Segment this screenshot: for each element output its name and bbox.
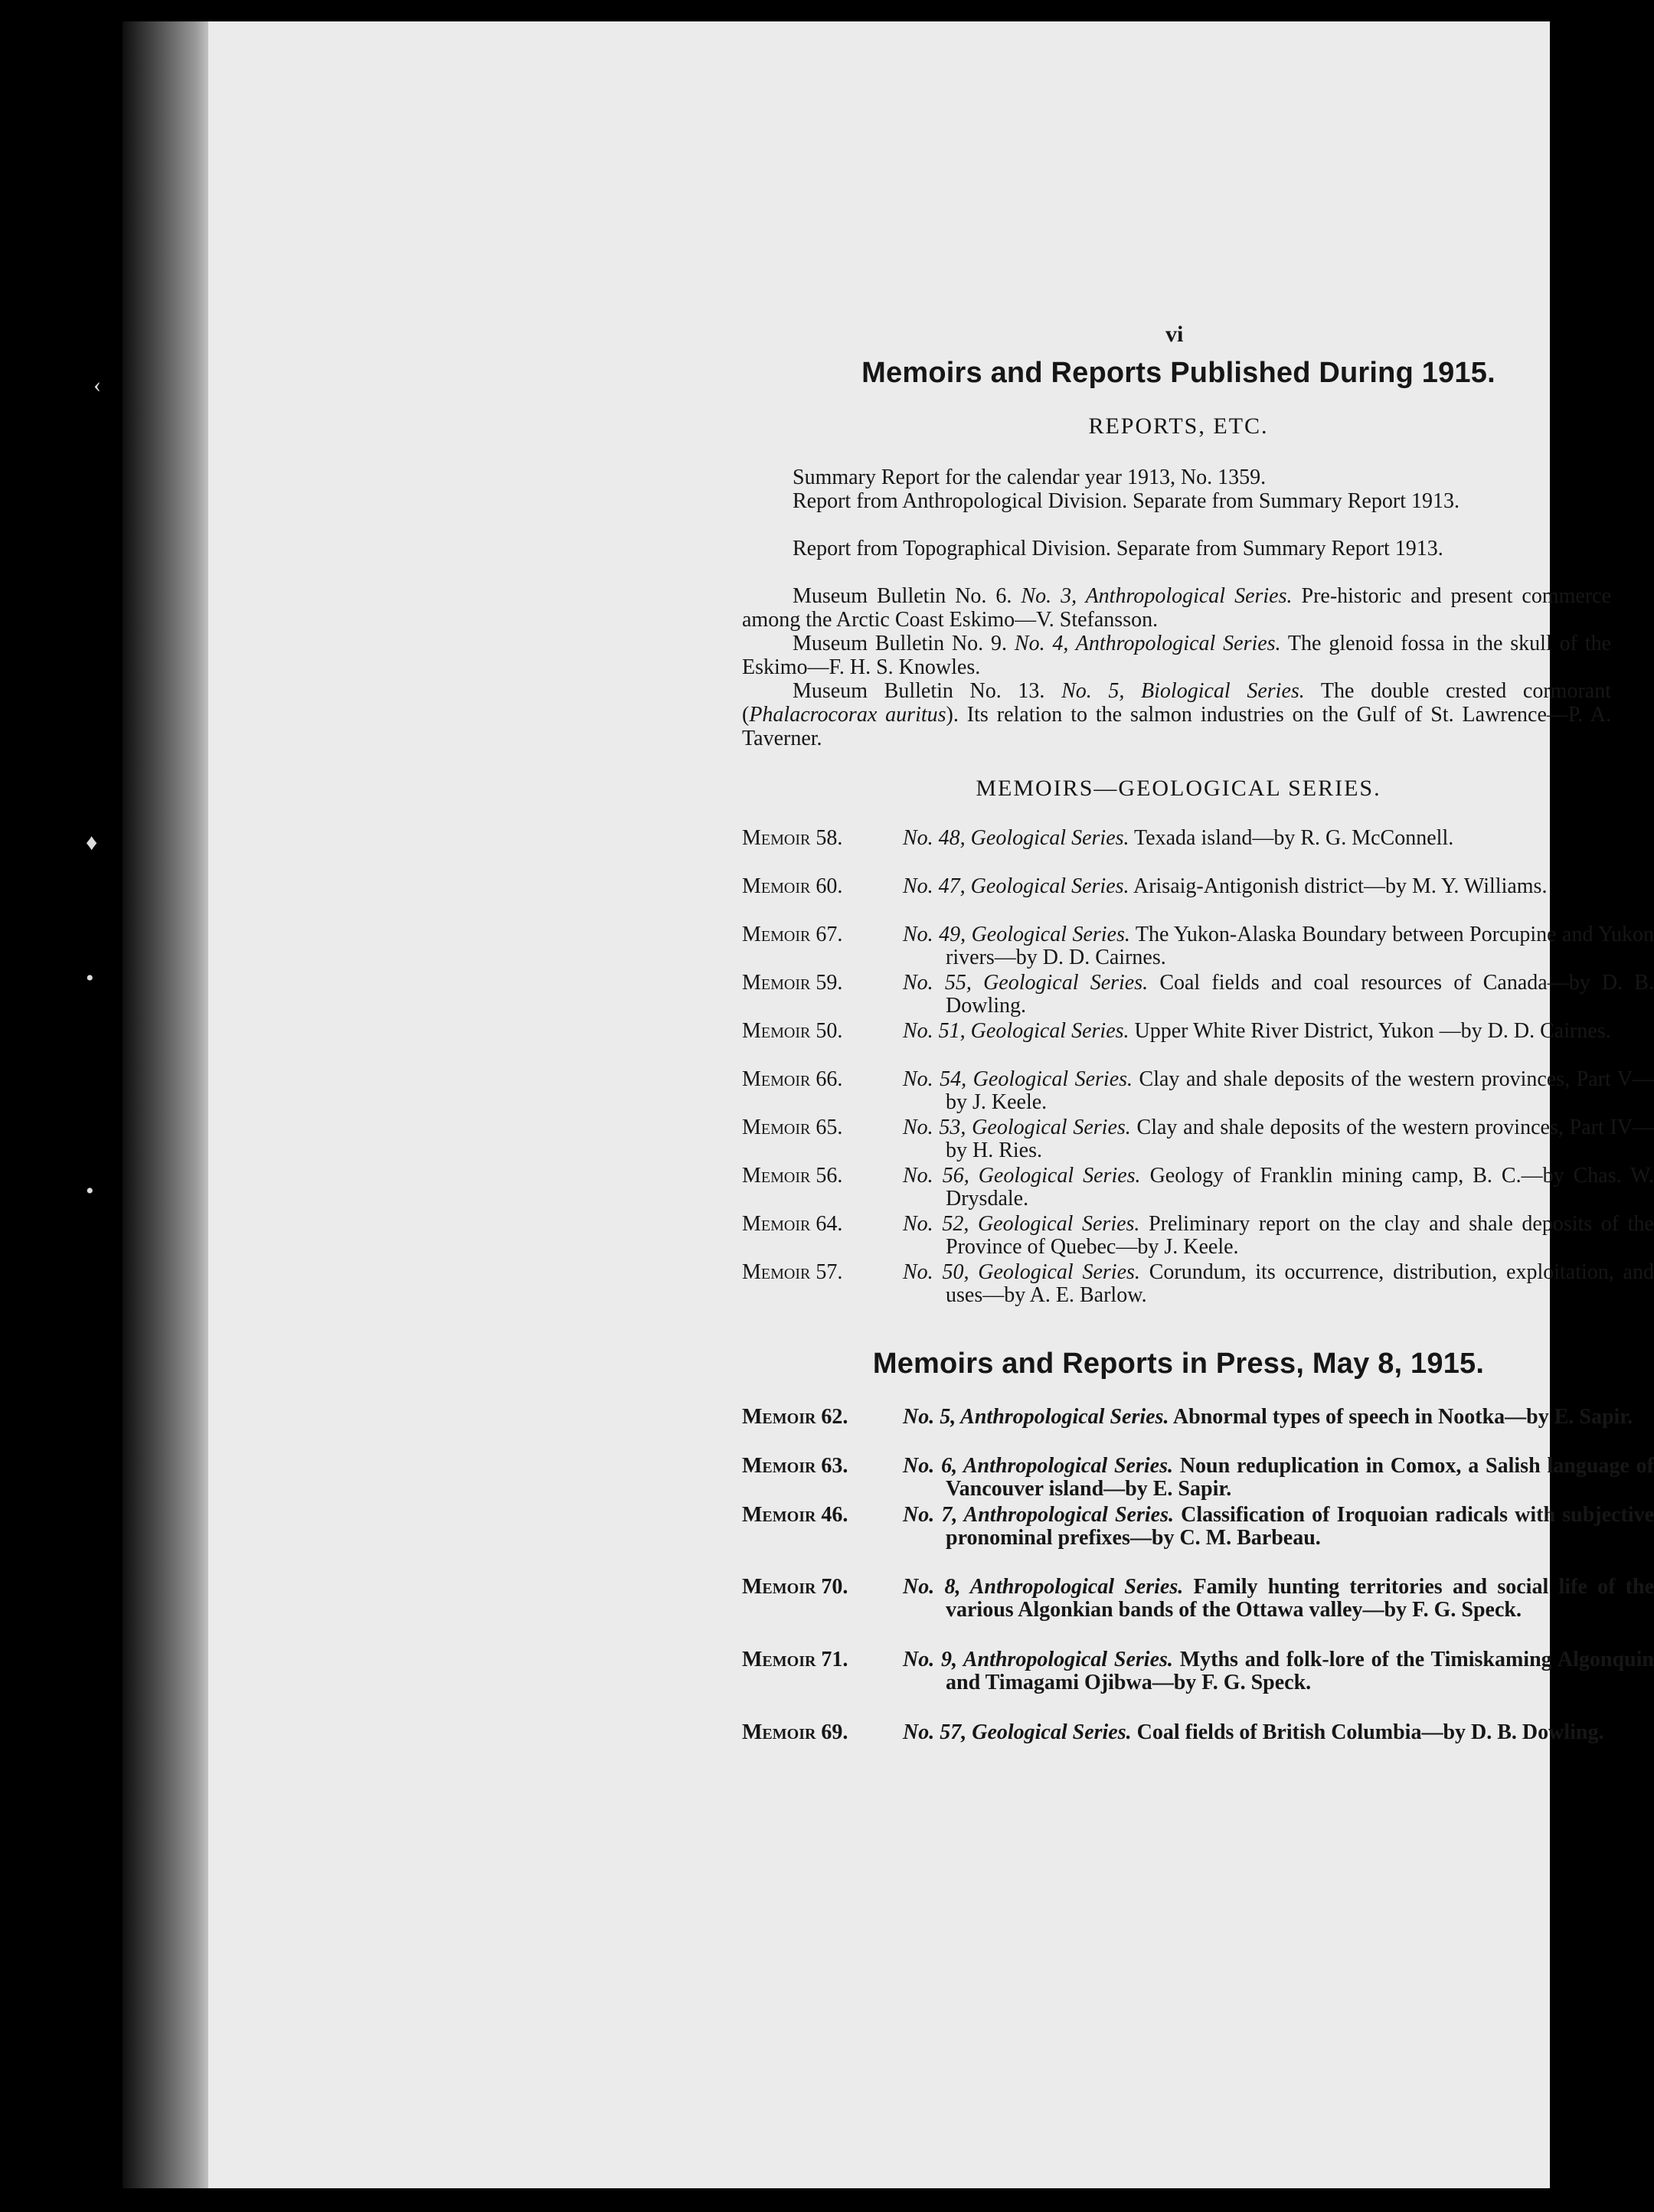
reports-subheading: REPORTS, ETC. — [1088, 413, 1269, 439]
section-heading-published: Memoirs and Reports Published During 1915. — [861, 357, 1495, 389]
section-heading-in-press: Memoirs and Reports in Press, May 8, 1915. — [872, 1348, 1485, 1380]
margin-mark: ♦ — [86, 830, 98, 855]
memoir-entry: Memoir 46. No. 7, Anthropological Series. Classification of Iroquoian radicals with subjective pronominal prefixes—by C. M. Barbeau. — [742, 1503, 1654, 1550]
memoir-entry: Memoir 65. No. 53, Geological Series. Clay and shale deposits of the western provinces, Part IV—by H. Ries. — [742, 1116, 1654, 1162]
memoirs-geological-subheading: MEMOIRS—GEOLOGICAL SERIES. — [976, 776, 1381, 801]
memoir-entry: Memoir 70. No. 8, Anthropological Series. Family hunting territories and social life of the various Algonkian bands of the Ottawa valley—by F. G. Speck. — [742, 1575, 1654, 1622]
report-item: Museum Bulletin No. 13. No. 5, Biological Series. The double crested cormorant (Phalacrocorax auritus). Its relation to the salmon industries on the Gulf of St. Lawrence—P. A. Taverner. — [742, 679, 1611, 750]
margin-mark: • — [86, 966, 94, 991]
memoir-entry: Memoir 63. No. 6, Anthropological Series. Noun reduplication in Comox, a Salish language of Vancouver island—by E. Sapir. — [742, 1454, 1654, 1501]
margin-mark: ‹ — [93, 372, 101, 397]
book-spine-shadow — [123, 21, 214, 2188]
memoir-entry: Memoir 57. No. 50, Geological Series. Corundum, its occurrence, distribution, exploitation, and uses—by A. E. Barlow. — [742, 1260, 1654, 1307]
report-item: Report from Anthropological Division. Separate from Summary Report 1913. — [793, 489, 1460, 513]
memoir-entry: Memoir 60. No. 47, Geological Series. Arisaig-Antigonish district—by M. Y. Williams. — [742, 874, 1548, 898]
report-item: Museum Bulletin No. 6. No. 3, Anthropological Series. Pre-historic and present commerce among the Arctic Coast Eskimo—V. Stefansson. — [742, 584, 1611, 632]
report-item: Report from Topographical Division. Separate from Summary Report 1913. — [793, 537, 1443, 560]
memoir-entry: Memoir 62. No. 5, Anthropological Series. Abnormal types of speech in Nootka—by E. Sapir. — [742, 1405, 1633, 1429]
memoir-entry: Memoir 50. No. 51, Geological Series. Upper White River District, Yukon —by D. D. Cairnes. — [742, 1019, 1611, 1043]
book-page — [86, 21, 1654, 2188]
report-item: Summary Report for the calendar year 1913, No. 1359. — [793, 466, 1267, 489]
memoir-entry: Memoir 56. No. 56, Geological Series. Geology of Franklin mining camp, B. C.—by Chas. W. Drysdale. — [742, 1164, 1654, 1211]
memoir-entry: Memoir 64. No. 52, Geological Series. Preliminary report on the clay and shale deposits of the Province of Quebec—by J. Keele. — [742, 1212, 1654, 1259]
memoir-entry: Memoir 67. No. 49, Geological Series. The Yukon-Alaska Boundary between Porcupine and Yukon rivers—by D. D. Cairnes. — [742, 923, 1654, 969]
memoir-entry: Memoir 69. No. 57, Geological Series. Coal fields of British Columbia—by D. B. Dowling. — [742, 1720, 1604, 1744]
page-number: vi — [1165, 322, 1184, 347]
memoir-entry: Memoir 59. No. 55, Geological Series. Coal fields and coal resources of Canada—by D. B. Dowling. — [742, 971, 1654, 1018]
memoir-entry: Memoir 66. No. 54, Geological Series. Clay and shale deposits of the western provinces, Part V—by J. Keele. — [742, 1067, 1654, 1114]
memoir-entry: Memoir 71. No. 9, Anthropological Series. Myths and folk-lore of the Timiskaming Algonquin and Timagami Ojibwa—by F. G. Speck. — [742, 1648, 1654, 1694]
memoir-entry: Memoir 58. No. 48, Geological Series. Texada island—by R. G. McConnell. — [742, 826, 1454, 850]
margin-mark: • — [86, 1178, 94, 1204]
report-item: Museum Bulletin No. 9. No. 4, Anthropological Series. The glenoid fossa in the skull of the Eskimo—F. H. S. Knowles. — [742, 632, 1611, 679]
